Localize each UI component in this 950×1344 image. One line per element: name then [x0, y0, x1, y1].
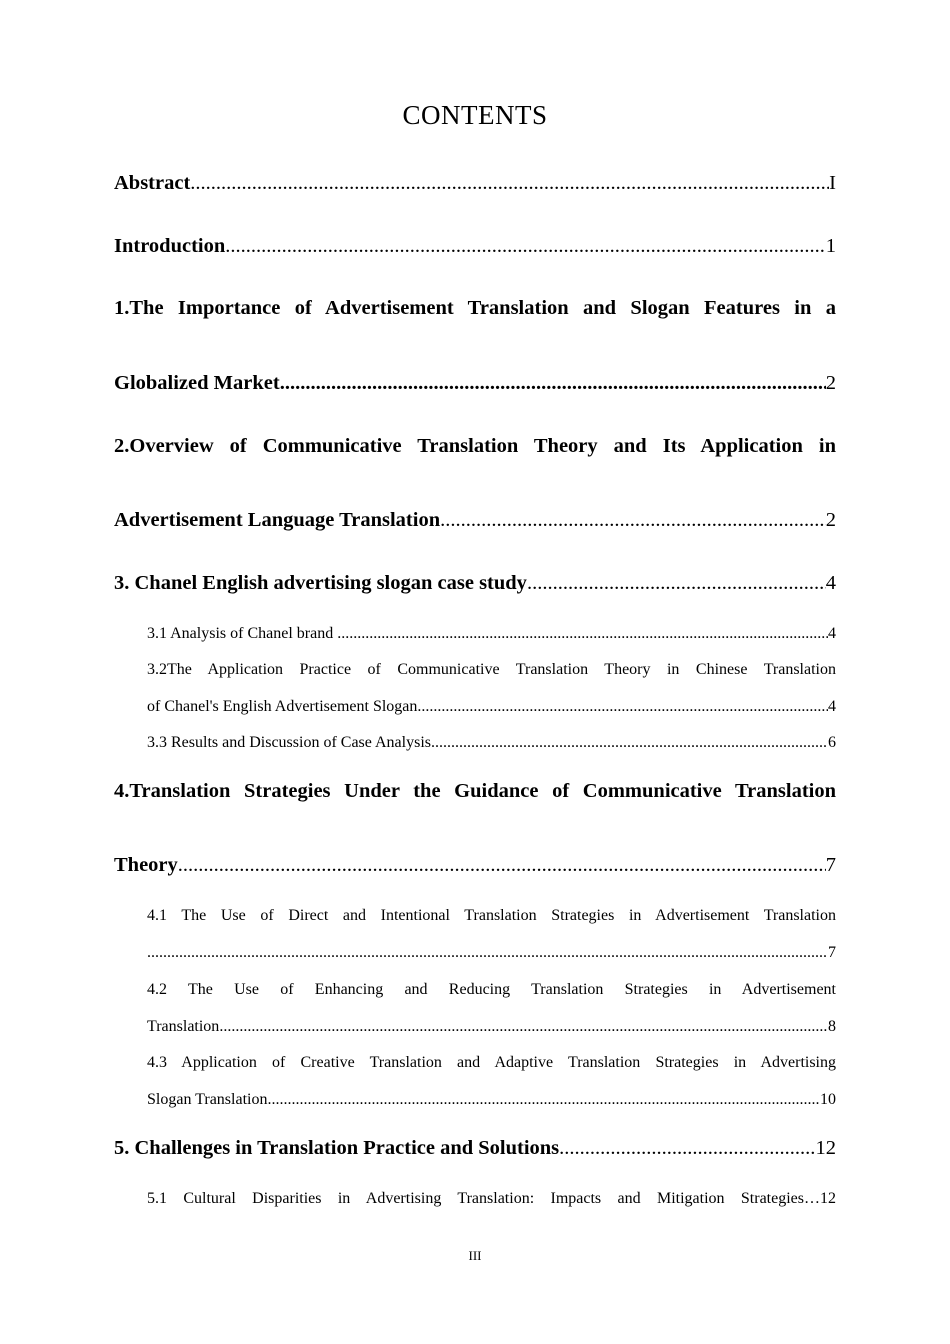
toc-label: Advertisement Language Translation	[114, 509, 441, 531]
dot-leader	[267, 1091, 820, 1109]
toc-entry-ch1-line1[interactable]: 1.The Importance of Advertisement Translation and Slogan Features in a	[114, 297, 836, 319]
toc-entry-4-3-line2[interactable]	[147, 1091, 836, 1109]
dot-leader	[178, 854, 826, 877]
toc-entry-ch3[interactable]	[114, 572, 836, 595]
toc-label: 5. Challenges in Translation Practice and Solutions	[114, 1137, 560, 1159]
toc-label: Theory	[114, 854, 178, 876]
toc-label: Globalized Market	[114, 372, 280, 394]
toc-page-number: 4	[828, 625, 836, 642]
toc-label: Translation	[147, 1018, 220, 1035]
toc-entry-4-1-line1[interactable]: 4.1 The Use of Direct and Intentional Translation Strategies in Advertisement Translation	[147, 907, 836, 924]
toc-entry-ch5[interactable]	[114, 1137, 836, 1160]
toc-page-number: 2	[825, 509, 836, 531]
toc-page-number: 7	[825, 854, 836, 876]
dot-leader	[559, 1137, 815, 1160]
toc-entry-4-2-line1[interactable]: 4.2 The Use of Enhancing and Reducing Translation Strategies in Advertisement	[147, 981, 836, 998]
toc-page-number: 10	[820, 1091, 836, 1108]
toc-entry-4-2-line2[interactable]	[147, 1018, 836, 1036]
toc-page-number: 4	[825, 572, 836, 594]
toc-label: 3.1 Analysis of Chanel brand	[147, 625, 338, 642]
toc-label: Introduction	[114, 235, 226, 257]
toc-label: Abstract	[114, 172, 191, 194]
dot-leader	[431, 734, 828, 752]
toc-label: 3.3 Results and Discussion of Case Analysis	[147, 734, 431, 751]
toc-label: Slogan Translation	[147, 1091, 268, 1108]
toc-label: 3. Chanel English advertising slogan case study	[114, 572, 527, 594]
dot-leader	[190, 172, 829, 195]
toc-entry-ch4-line2[interactable]	[114, 854, 836, 877]
toc-page-number: 7	[828, 944, 836, 961]
toc-entry-3-3[interactable]	[147, 734, 836, 752]
toc-entry-abstract[interactable]	[114, 172, 836, 195]
toc-entry-ch1-line2[interactable]	[114, 372, 836, 395]
dot-leader	[225, 235, 825, 258]
dot-leader	[219, 1018, 828, 1036]
toc-entry-ch2-line1[interactable]: 2.Overview of Communicative Translation Theory and Its Application in	[114, 435, 836, 457]
toc-page-number: 8	[828, 1018, 836, 1035]
toc-entry-4-3-line1[interactable]: 4.3 Application of Creative Translation and Adaptive Translation Strategies in Advertising	[147, 1054, 836, 1071]
dot-leader	[337, 625, 828, 643]
toc-page-number: 12	[815, 1137, 836, 1159]
toc-entry-introduction[interactable]	[114, 235, 836, 258]
page-title: CONTENTS	[402, 100, 548, 130]
toc-entry-ch4-line1[interactable]: 4.Translation Strategies Under the Guidance of Communicative Translation	[114, 780, 836, 802]
dot-leader	[440, 509, 826, 532]
dot-leader	[280, 372, 826, 395]
toc-page-number: 4	[828, 698, 836, 715]
dot-leader	[527, 572, 826, 595]
toc-page-number: I	[829, 172, 836, 194]
page-number-footer: III	[468, 1248, 482, 1263]
dot-leader	[147, 944, 828, 962]
toc-entry-ch2-line2[interactable]	[114, 509, 836, 532]
toc-page-number: 6	[828, 734, 836, 751]
toc-label: of Chanel's English Advertisement Slogan	[147, 698, 418, 715]
toc-page-number: 1	[825, 235, 836, 257]
toc-entry-3-2-line2[interactable]	[147, 698, 836, 716]
toc-entry-3-1[interactable]	[147, 625, 836, 643]
toc-page-number: 2	[825, 372, 836, 394]
toc-entry-4-1-line2[interactable]	[147, 944, 836, 962]
dot-leader	[417, 698, 828, 716]
toc-entry-5-1[interactable]: 5.1 Cultural Disparities in Advertising Translation: Impacts and Mitigation Strategies…12	[147, 1190, 836, 1207]
toc-entry-3-2-line1[interactable]: 3.2The Application Practice of Communicative Translation Theory in Chinese Translation	[147, 661, 836, 678]
